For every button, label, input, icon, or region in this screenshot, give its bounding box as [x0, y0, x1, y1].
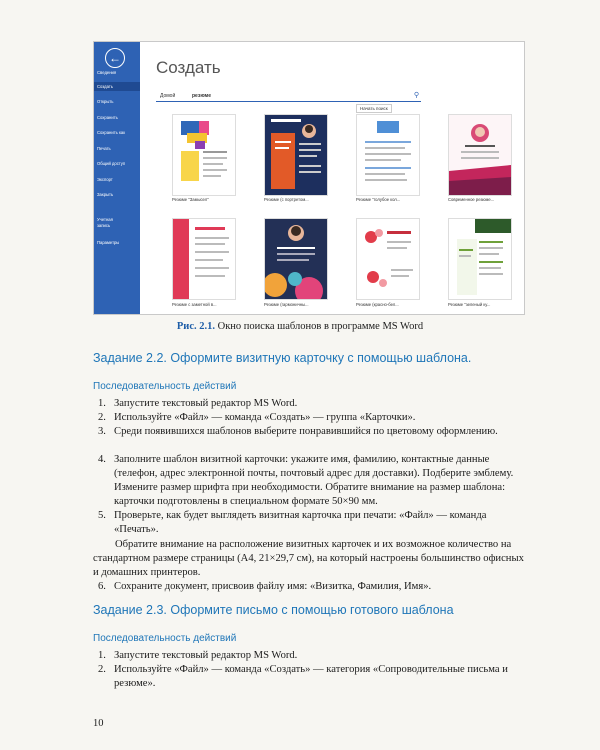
- nav-share[interactable]: Общий доступ: [97, 161, 126, 166]
- list-item: [98, 411, 530, 425]
- item-text: Среди появившихся шаблонов выберите понравившийся по цветовому оформлению.: [114, 426, 498, 437]
- nav-new[interactable]: Создать: [94, 82, 140, 91]
- nav-export[interactable]: Экспорт: [97, 177, 113, 182]
- template-caption: Современное резюме...: [448, 197, 495, 202]
- template-search-bar[interactable]: [156, 92, 421, 102]
- template-thumbnail[interactable]: [356, 218, 420, 300]
- sequence-heading: Последовательность действий: [93, 381, 237, 392]
- resume-thumb-8: [449, 219, 511, 299]
- item-text: Запустите текстовый редактор MS Word.: [114, 398, 298, 409]
- item-number: 3.: [98, 426, 106, 437]
- figure-text: Окно поиска шаблонов в программе MS Word: [217, 321, 424, 332]
- item-number: 2.: [98, 412, 106, 423]
- task-heading: Задание 2.2. Оформите визитную карточку с помощью шаблона.: [93, 351, 472, 365]
- template-thumbnail[interactable]: [172, 218, 236, 300]
- search-home-link[interactable]: Домой: [160, 93, 176, 99]
- item-number: 2.: [98, 664, 106, 675]
- template-thumbnail[interactable]: [172, 114, 236, 196]
- template-caption: Резюме "голубое кол...: [356, 197, 401, 202]
- nav-info[interactable]: Сведения: [97, 70, 117, 75]
- template-caption: Резюме "зеленый ку...: [448, 302, 491, 307]
- template-caption: Резюме (с портретом...: [264, 197, 309, 202]
- nav-account[interactable]: Учетная запись: [97, 217, 113, 228]
- word-screenshot: [94, 42, 524, 314]
- resume-thumb-1: [173, 115, 235, 195]
- item-text: Проверьте, как будет выглядеть визитная карточка при печати: «Файл» — команда «Печать».: [114, 510, 487, 536]
- item-number: 6.: [98, 581, 106, 592]
- resume-thumb-2: [265, 115, 327, 195]
- template-thumbnail[interactable]: [448, 218, 512, 300]
- list-item: [98, 649, 530, 663]
- template-caption: Резюме (красно-бел...: [356, 302, 399, 307]
- list-item: [98, 453, 530, 509]
- template-caption: Резюме "Замысел": [172, 197, 209, 202]
- resume-thumb-6: [265, 219, 327, 299]
- nav-options[interactable]: Параметры: [97, 240, 120, 245]
- back-arrow-icon[interactable]: ←: [105, 48, 125, 68]
- list-item: [98, 397, 530, 411]
- sequence-heading: Последовательность действий: [93, 633, 237, 644]
- list-item: [98, 580, 530, 594]
- template-caption: Резюме (гармоничны...: [264, 302, 309, 307]
- resume-thumb-7: [357, 219, 419, 299]
- item-number: 1.: [98, 398, 106, 409]
- item-text: Используйте «Файл» — команда «Создать» — категория «Сопроводительные письма и резюме».: [114, 664, 508, 690]
- nav-save[interactable]: Сохранить: [97, 115, 118, 120]
- backstage-sidebar: [94, 42, 140, 314]
- nav-close[interactable]: Закрыть: [97, 192, 114, 197]
- figure-caption: [0, 321, 600, 332]
- item-number: 1.: [98, 650, 106, 661]
- page-number: 10: [93, 718, 104, 729]
- note-paragraph: Обратите внимание на расположение визитных карточек и их возможное количество на стандартном размере страницы (А4, 21×29,7 см), на который настроены большинство офисных и домашних принтеров.: [93, 539, 524, 579]
- template-thumbnail[interactable]: [264, 114, 328, 196]
- list-item: [98, 509, 530, 537]
- item-text: Запустите текстовый редактор MS Word.: [114, 650, 298, 661]
- nav-print[interactable]: Печать: [97, 146, 111, 151]
- item-text: Сохраните документ, присвоив файлу имя: «Визитка, Фамилия, Имя».: [114, 581, 432, 592]
- list-item: [98, 663, 530, 691]
- nav-save-as[interactable]: Сохранить как: [97, 130, 126, 135]
- page-title: Создать: [156, 58, 221, 77]
- nav-open[interactable]: Открыть: [97, 99, 114, 104]
- search-tooltip: Начать поиск: [356, 104, 392, 113]
- resume-thumb-5: [173, 219, 235, 299]
- item-text: Используйте «Файл» — команда «Создать» — группа «Карточки».: [114, 412, 416, 423]
- item-number: 5.: [98, 510, 106, 521]
- list-item: [98, 425, 530, 439]
- template-thumbnail[interactable]: [448, 114, 512, 196]
- template-caption: Резюме с заметной в...: [172, 302, 217, 307]
- search-input[interactable]: резюме: [192, 93, 212, 99]
- item-text: Заполните шаблон визитной карточки: укажите имя, фамилию, контактные данные (телефон, адрес электронной почты, почтовый адрес для доставки). Подберите эмблему. Измените размер шрифта при необходимости. Обратите внимание на размер шаблона: карточки подготовлены в специальном формате 50×90 мм.: [114, 454, 514, 508]
- resume-thumb-4: [449, 115, 511, 195]
- template-thumbnail[interactable]: [356, 114, 420, 196]
- task-heading: Задание 2.3. Оформите письмо с помощью готового шаблона: [93, 603, 454, 617]
- figure-label: Рис. 2.1.: [176, 321, 215, 332]
- template-thumbnail[interactable]: [264, 218, 328, 300]
- search-icon[interactable]: ⚲: [413, 92, 419, 99]
- item-number: 4.: [98, 454, 106, 465]
- resume-thumb-3: [357, 115, 419, 195]
